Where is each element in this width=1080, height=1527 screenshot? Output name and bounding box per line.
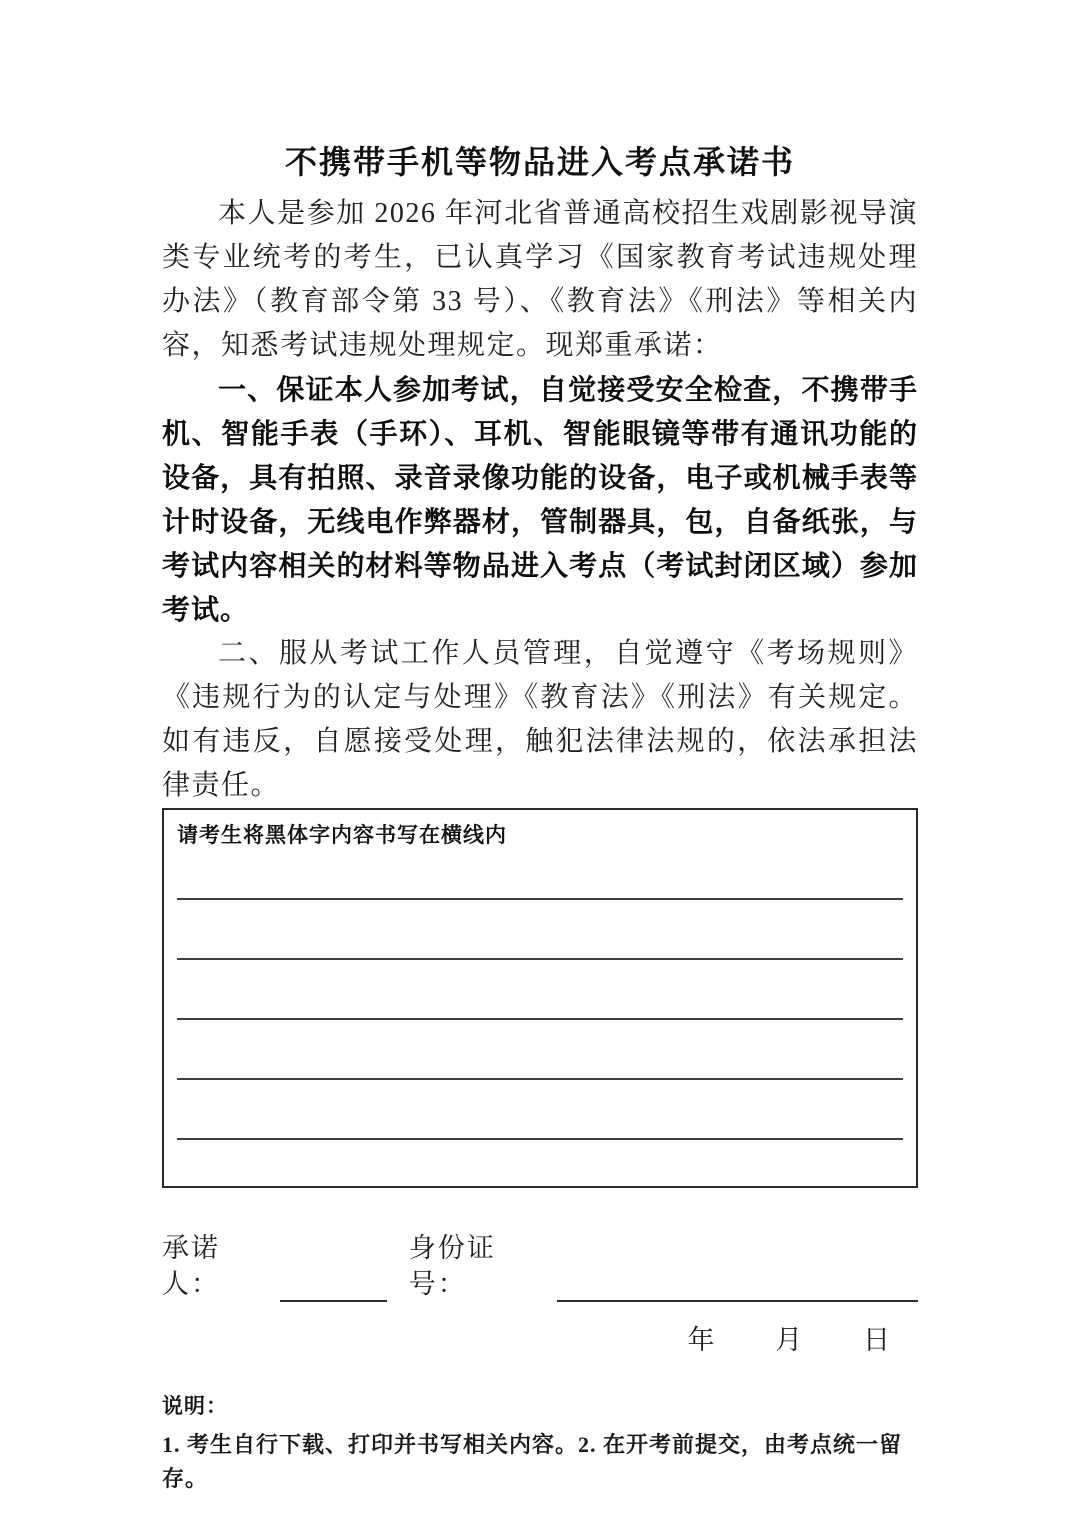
signature-row <box>162 1230 918 1302</box>
date-row <box>162 1322 918 1358</box>
date-day-label: 日 <box>863 1325 890 1355</box>
date-year-label: 年 <box>687 1325 715 1355</box>
date-month-label: 月 <box>775 1325 803 1355</box>
page-title: 不携带手机等物品进入考点承诺书 <box>284 144 795 180</box>
clause-one-paragraph: 一、保证本人参加考试，自觉接受安全检查，不携带手机、智能手表（手环）、耳机、智能眼镜等带有通讯功能的设备，具有拍照、录音录像功能的设备，电子或机械手表等计时设备，无线电作弊器材，管制器具，包，自备纸张，与考试内容相关的材料等物品进入考点（考试封闭区域）参加考试。 <box>162 374 918 625</box>
document-content <box>162 140 918 1496</box>
handwriting-instruction: 请考生将黑体字内容书写在横线内 <box>177 824 507 847</box>
writing-lines <box>177 850 903 1140</box>
notes-body: 1. 考生自行下载、打印并书写相关内容。2. 在开考前提交，由考点统一留存。 <box>162 1432 903 1491</box>
writing-line <box>177 900 903 960</box>
handwriting-box <box>162 808 918 1188</box>
id-number-blank <box>557 1268 918 1302</box>
notes-section <box>162 1392 918 1496</box>
intro-paragraph: 本人是参加 2026 年河北省普通高校招生戏剧影视导演类专业统考的考生，已认真学习《国家教育考试违规处理办法》（教育部令第 33 号）、《教育法》《刑法》等相关内容，知悉考试违规处理规定。现郑重承诺： <box>162 198 918 361</box>
writing-line <box>177 960 903 1020</box>
notes-heading: 说明： <box>162 1395 228 1418</box>
writing-line <box>177 850 903 900</box>
clause-two-paragraph: 二、服从考试工作人员管理，自觉遵守《考场规则》《违规行为的认定与处理》《教育法》《刑法》有关规定。如有违反，自愿接受处理，触犯法律法规的，依法承担法律责任。 <box>162 638 918 801</box>
writing-line <box>177 1080 903 1140</box>
writing-line <box>177 1020 903 1080</box>
promiser-label: 承诺人： <box>162 1233 220 1299</box>
id-number-label: 身份证号： <box>408 1233 496 1299</box>
promiser-blank <box>280 1268 387 1302</box>
